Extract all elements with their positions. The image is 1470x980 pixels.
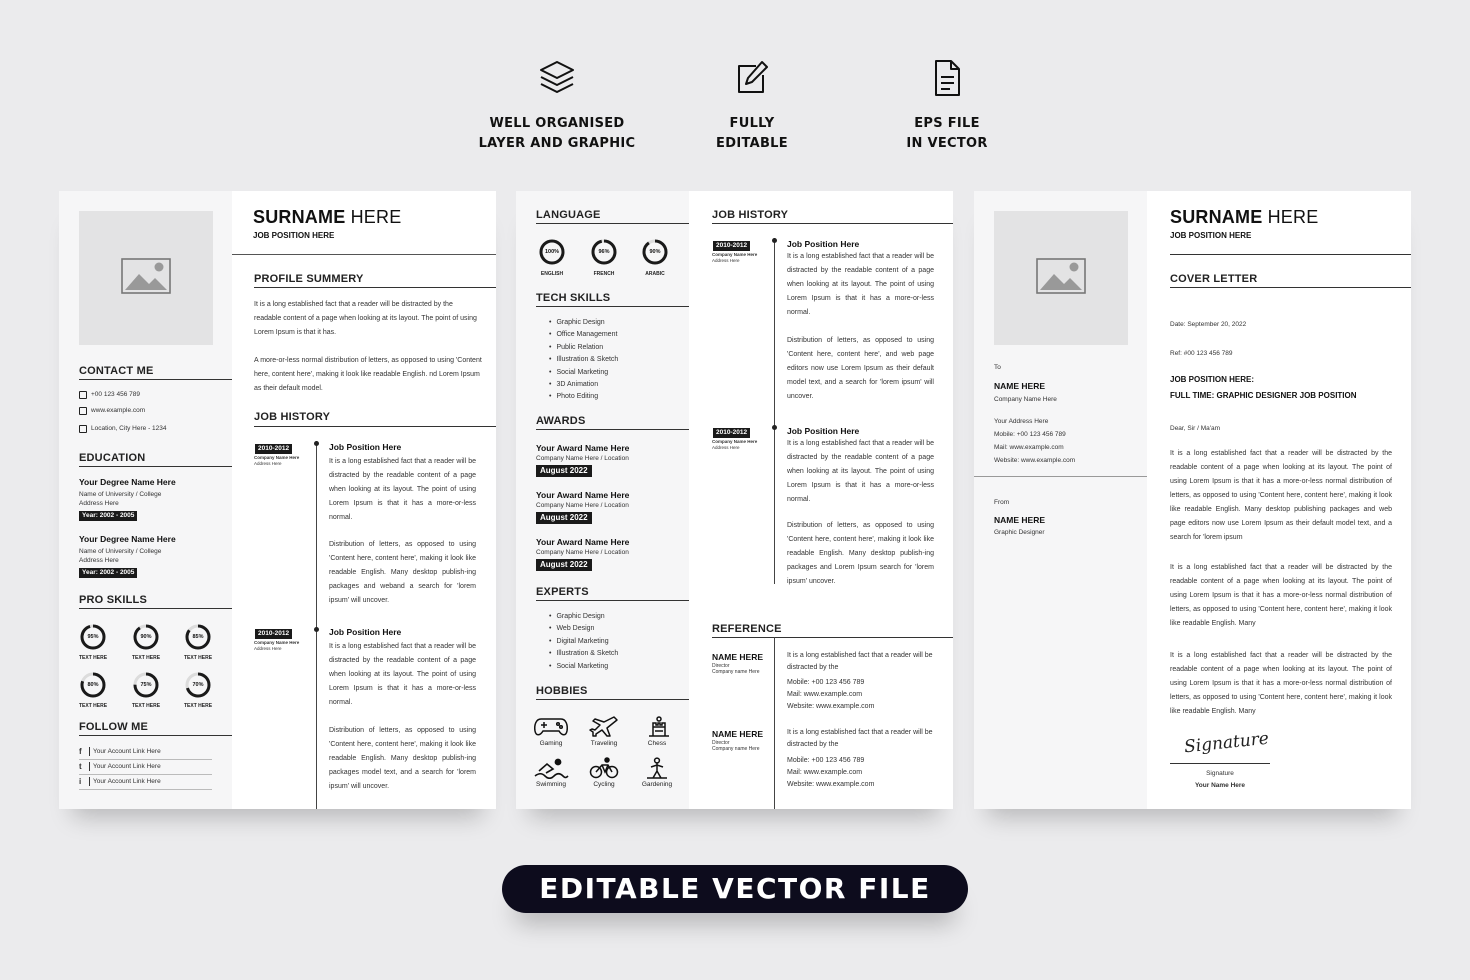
- award-company: Company Name Here / Location: [536, 549, 629, 556]
- facebook-icon: f: [79, 747, 82, 756]
- language-value: 90%: [649, 249, 661, 255]
- award-name: Your Award Name Here: [536, 490, 630, 500]
- reference-website[interactable]: Website: www.example.com: [787, 703, 875, 710]
- hobby-label: Cycling: [593, 781, 615, 788]
- skill-ring: [185, 624, 211, 650]
- divider: [79, 466, 232, 467]
- contact-phone: +00 123 456 789: [91, 391, 140, 398]
- swimming-icon: [533, 757, 569, 779]
- job-company: Company Name Here: [712, 252, 758, 257]
- divider: [254, 287, 496, 288]
- job-company: Company Name Here: [254, 455, 300, 460]
- from-name: NAME HERE: [994, 515, 1046, 525]
- feature-line2: EDITABLE: [716, 136, 788, 151]
- divider: [974, 476, 1147, 477]
- reference-text: It is a long established fact that a reader will be distracted by the: [787, 729, 933, 748]
- signature-line: [1170, 763, 1270, 764]
- divider: [79, 735, 232, 736]
- reference-heading: REFERENCE: [712, 623, 782, 635]
- reference-text: It is a long established fact that a reader will be distracted by the: [787, 652, 933, 671]
- skill-label: TEXT HERE: [183, 703, 213, 709]
- job-text: It is a long established fact that a reader will be distracted by the readable content of a page when looking at its layout. The point of using Lorem Ipsum is that it has a more-or-less normal.: [329, 458, 476, 521]
- chess-icon: [639, 715, 675, 737]
- skill-ring: [133, 672, 159, 698]
- award-company: Company Name Here / Location: [536, 455, 629, 462]
- feature-line2: LAYER AND GRAPHIC: [478, 136, 636, 151]
- edu-year-badge: Year: 2002 - 2005: [79, 568, 137, 578]
- contact-heading: CONTACT ME: [79, 365, 154, 377]
- edit-icon: [732, 58, 772, 98]
- skill-label: TEXT HERE: [183, 655, 213, 661]
- cover-heading: COVER LETTER: [1170, 273, 1258, 285]
- divider: [712, 223, 953, 224]
- feature-line2: IN VECTOR: [906, 136, 988, 151]
- signature-name: Your Name Here: [1194, 782, 1246, 789]
- letter-position: JOB POSITION HERE:: [1170, 375, 1255, 384]
- language-value: 100%: [544, 249, 560, 255]
- contact-web[interactable]: www.example.com: [91, 407, 146, 414]
- list-item: • Photo Editing: [549, 391, 618, 403]
- job-year-badge: 2010-2012: [255, 444, 292, 454]
- divider: [79, 379, 232, 380]
- divider: [79, 759, 212, 760]
- feature-line1: EPS FILE: [914, 116, 980, 131]
- location-icon: [79, 425, 87, 433]
- job-company: Company Name Here: [712, 439, 758, 444]
- divider: [536, 223, 689, 224]
- to-website[interactable]: Website: www.example.com: [994, 457, 1076, 464]
- timeline-dot: [772, 238, 777, 243]
- to-mail: Mail: www.example.com: [994, 444, 1064, 451]
- skill-label: TEXT HERE: [78, 703, 108, 709]
- job-history-heading: JOB HISTORY: [254, 411, 331, 423]
- edu-address: Address Here: [79, 500, 119, 507]
- airplane-icon: [586, 715, 622, 737]
- list-item: • Public Relation: [549, 342, 618, 354]
- skill-value: 70%: [192, 682, 204, 688]
- letter-paragraph: It is a long established fact that a reader will be distracted by the readable content of a page when looking at its layout. The point of using Lorem Ipsum is that it has a more-or-less normal distribution of letters, as opposed to using 'Content here, content here', making it look like readable English. Many desktop publishing packages and web page editors now use Lorem Ipsum as their default model text, and a search for 'lorem ipsum: [1170, 450, 1392, 541]
- job-text: Distribution of letters, as opposed to using 'Content here, content here', making it look like readable English. Many desktop publish-ing packages and Lorem Ipsum search for 'lorem ipsum' uncover.: [787, 522, 934, 585]
- job-text: Distribution of letters, as opposed to using 'Content here, content here', making it look like readable English. Many desktop publish-ing packages model text, and a search for 'lorem ipsum' will uncover.: [329, 727, 476, 790]
- reference-line: [774, 637, 775, 809]
- skill-value: 90%: [140, 634, 152, 640]
- to-company: Company Name Here: [994, 396, 1057, 403]
- divider: [536, 429, 689, 430]
- job-text: It is a long established fact that a reader will be distracted by the readable content of a page when looking at its layout. The point of using Lorem Ipsum is that it has a more-or-less normal.: [787, 440, 934, 503]
- edu-school: Name of University / College: [79, 491, 162, 498]
- award-name: Your Award Name Here: [536, 443, 630, 453]
- divider: [712, 637, 953, 638]
- to-label: To: [994, 364, 1001, 371]
- from-role: Graphic Designer: [994, 529, 1045, 536]
- reference-role: Director: [712, 740, 730, 746]
- edu-degree: Your Degree Name Here: [79, 534, 176, 544]
- skill-value: 95%: [87, 634, 99, 640]
- award-date: August 2022: [536, 512, 592, 524]
- profile-photo-placeholder: [79, 211, 213, 345]
- social-link[interactable]: Your Account Link Here: [89, 777, 161, 786]
- letter-paragraph: It is a long established fact that a reader will be distracted by the readable content of a page when looking at its layout. The point of using Lorem Ipsum is that it has a more-or-less normal distribution of letters, as opposed to using 'Content here, content here', making it look like readable English. Many: [1170, 564, 1392, 627]
- reference-name: NAME HERE: [712, 729, 764, 739]
- letter-paragraph: It is a long established fact that a reader will be distracted by the readable content of a page when looking at its layout. The point of using Lorem Ipsum is that it has a more-or-less normal distribution of letters, as opposed to using 'Content here, content here', making it look like readable English. Many: [1170, 652, 1392, 715]
- letter-salutation: Dear, Sir / Ma'am: [1170, 425, 1221, 432]
- job-address: Address Here: [712, 445, 740, 450]
- skill-ring: [80, 672, 106, 698]
- letter-date: Date: September 20, 2022: [1170, 321, 1247, 328]
- language-value: 96%: [598, 249, 610, 255]
- job-text: It is a long established fact that a reader will be distracted by the readable content of a page when looking at its layout. The point of using Lorem Ipsum is that it has a more-or-less normal.: [787, 253, 934, 316]
- reference-company: Company name Here: [712, 669, 760, 675]
- language-ring: [642, 239, 668, 265]
- skill-label: TEXT HERE: [131, 655, 161, 661]
- skill-label: TEXT HERE: [78, 655, 108, 661]
- job-position: JOB POSITION HERE: [253, 231, 335, 240]
- timeline-dot: [772, 425, 777, 430]
- divider: [1170, 287, 1411, 288]
- divider: [536, 699, 689, 700]
- from-label: From: [994, 499, 1010, 506]
- timeline-line: [774, 238, 775, 584]
- surname-rest: HERE: [1262, 207, 1319, 227]
- divider: [79, 774, 212, 775]
- feature-line1: FULLY: [729, 116, 775, 131]
- follow-heading: FOLLOW ME: [79, 721, 149, 733]
- award-date: August 2022: [536, 559, 592, 571]
- divider: [254, 426, 496, 427]
- signature-script: Signature: [1183, 728, 1270, 758]
- feature-editable: [652, 58, 852, 154]
- job-address: Address Here: [712, 258, 740, 263]
- hobby-label: Gardening: [641, 781, 673, 788]
- divider: [79, 789, 212, 790]
- profile-heading: PROFILE SUMMERY: [254, 273, 364, 285]
- feature-line1: WELL ORGANISED: [489, 116, 625, 131]
- timeline-line: [316, 441, 317, 809]
- cover-letter-page: [974, 191, 1411, 809]
- phone-icon: [79, 391, 87, 399]
- job-text: Distribution of letters, as opposed to using 'Content here, content here', making it look like readable English. Many desktop publish-ing packages and weband a search for 'lorem ipsum' will uncover.: [329, 541, 476, 604]
- divider: [536, 306, 689, 307]
- profile-photo-placeholder: [994, 211, 1128, 345]
- job-position-title: Job Position Here: [329, 442, 402, 452]
- award-date: August 2022: [536, 465, 592, 477]
- surname-rest: HERE: [345, 207, 402, 227]
- job-position-title: Job Position Here: [787, 426, 860, 436]
- surname: SURNAME: [1170, 207, 1263, 227]
- list-item: • Illustration & Sketch: [549, 648, 618, 660]
- skill-ring: [133, 624, 159, 650]
- skill-label: TEXT HERE: [131, 703, 161, 709]
- resume-page-1: [59, 191, 496, 809]
- skill-value: 80%: [87, 682, 99, 688]
- language-label: FRENCH: [593, 271, 615, 277]
- to-name: NAME HERE: [994, 381, 1046, 391]
- hobby-label: Chess: [647, 740, 667, 747]
- language-ring: [539, 239, 565, 265]
- image-icon: [121, 258, 171, 294]
- award-company: Company Name Here / Location: [536, 502, 629, 509]
- list-item: • Social Marketing: [549, 367, 618, 379]
- job-year-badge: 2010-2012: [255, 629, 292, 639]
- image-icon: [1036, 258, 1086, 294]
- job-company: Company Name Here: [254, 640, 300, 645]
- tech-heading: TECH SKILLS: [536, 292, 611, 304]
- feature-layers: [457, 58, 657, 154]
- job-position-title: Job Position Here: [329, 627, 402, 637]
- skill-ring: [185, 672, 211, 698]
- reference-name: NAME HERE: [712, 652, 764, 662]
- skill-ring: [80, 624, 106, 650]
- edu-school: Name of University / College: [79, 548, 162, 555]
- to-address: Your Address Here: [994, 418, 1049, 425]
- edu-degree: Your Degree Name Here: [79, 477, 176, 487]
- divider: [1170, 254, 1411, 255]
- tech-list: [549, 317, 618, 404]
- reference-website[interactable]: Website: www.example.com: [787, 781, 875, 788]
- reference-mail: Mail: www.example.com: [787, 769, 863, 776]
- divider: [232, 254, 496, 255]
- list-item: • Social Marketing: [549, 661, 618, 673]
- language-label: ENGLISH: [540, 271, 564, 277]
- list-item: • Digital Marketing: [549, 636, 618, 648]
- job-history-heading: JOB HISTORY: [712, 209, 789, 221]
- job-position-title: Job Position Here: [787, 239, 860, 249]
- list-item: • Web Design: [549, 623, 618, 635]
- job-text: It is a long established fact that a reader will be distracted by the readable content of a page when looking at its layout. The point of using Lorem Ipsum is that it has a more-or-less normal.: [329, 643, 476, 706]
- job-year-badge: 2010-2012: [713, 241, 750, 251]
- twitter-icon: t: [79, 762, 82, 771]
- to-mobile: Mobile: +00 123 456 789: [994, 431, 1066, 438]
- profile-text: A more-or-less normal distribution of letters, as opposed to using 'Content here, content here', making it look like readable English. nd Lorem Ipsum as their default model.: [254, 357, 482, 392]
- experts-heading: EXPERTS: [536, 586, 589, 598]
- cta-banner: EDITABLE VECTOR FILE: [502, 865, 968, 913]
- hobby-label: Traveling: [590, 740, 618, 747]
- awards-heading: AWARDS: [536, 415, 586, 427]
- skill-value: 85%: [192, 634, 204, 640]
- job-position: JOB POSITION HERE: [1170, 231, 1252, 240]
- job-year-badge: 2010-2012: [713, 428, 750, 438]
- language-heading: LANGUAGE: [536, 209, 601, 221]
- list-item: • Office Management: [549, 329, 618, 341]
- layers-icon: [537, 58, 577, 98]
- reference-company: Company name Here: [712, 746, 760, 752]
- edu-year-badge: Year: 2002 - 2005: [79, 511, 137, 521]
- feature-eps: [847, 58, 1047, 154]
- job-text: Distribution of letters, as opposed to using 'Content here, content here', and web page editors now use Lorem Ipsum as their default model text, and a search for 'lorem ipsum' will uncover.: [787, 337, 934, 400]
- reference-mobile: Mobile: +00 123 456 789: [787, 679, 865, 686]
- name-title: [1170, 207, 1318, 228]
- experts-list: [549, 611, 618, 673]
- reference-mail: Mail: www.example.com: [787, 691, 863, 698]
- web-icon: [79, 407, 87, 415]
- surname: SURNAME: [253, 207, 346, 227]
- job-address: Address Here: [254, 461, 282, 466]
- list-item: • Illustration & Sketch: [549, 354, 618, 366]
- gardening-icon: [639, 757, 675, 779]
- list-item: • 3D Animation: [549, 379, 618, 391]
- social-link[interactable]: Your Account Link Here: [89, 747, 161, 756]
- file-icon: [927, 58, 967, 98]
- hobby-label: Gaming: [539, 740, 563, 747]
- timeline-dot: [314, 627, 319, 632]
- gamepad-icon: [533, 715, 569, 737]
- edu-address: Address Here: [79, 557, 119, 564]
- signature-label: Signature: [1206, 770, 1234, 777]
- reference-role: Director: [712, 663, 730, 669]
- cycling-icon: [586, 757, 622, 779]
- education-heading: EDUCATION: [79, 452, 146, 464]
- resume-page-2: [516, 191, 953, 809]
- social-link[interactable]: Your Account Link Here: [89, 762, 161, 771]
- list-item: • Graphic Design: [549, 317, 618, 329]
- timeline-dot: [314, 441, 319, 446]
- list-item: • Graphic Design: [549, 611, 618, 623]
- instagram-icon: i: [79, 777, 82, 786]
- profile-text: It is a long established fact that a reader will be distracted by the readable content of a page when looking at its layout. The point of using Lorem Ipsum is that it has.: [254, 301, 477, 336]
- letter-ref: Ref: #00 123 456 789: [1170, 350, 1233, 357]
- skills-heading: PRO SKILLS: [79, 594, 148, 606]
- letter-position-full: FULL TIME: GRAPHIC DESIGNER JOB POSITION: [1170, 391, 1357, 400]
- award-name: Your Award Name Here: [536, 537, 630, 547]
- hobbies-heading: HOBBIES: [536, 685, 588, 697]
- job-address: Address Here: [254, 646, 282, 651]
- contact-location: Location, City Here - 1234: [91, 425, 167, 432]
- hobby-label: Swimming: [536, 781, 566, 788]
- skill-value: 75%: [140, 682, 152, 688]
- reference-mobile: Mobile: +00 123 456 789: [787, 757, 865, 764]
- name-title: [253, 207, 401, 228]
- divider: [79, 608, 232, 609]
- language-label: ARABIC: [645, 271, 665, 277]
- language-ring: [591, 239, 617, 265]
- divider: [536, 600, 689, 601]
